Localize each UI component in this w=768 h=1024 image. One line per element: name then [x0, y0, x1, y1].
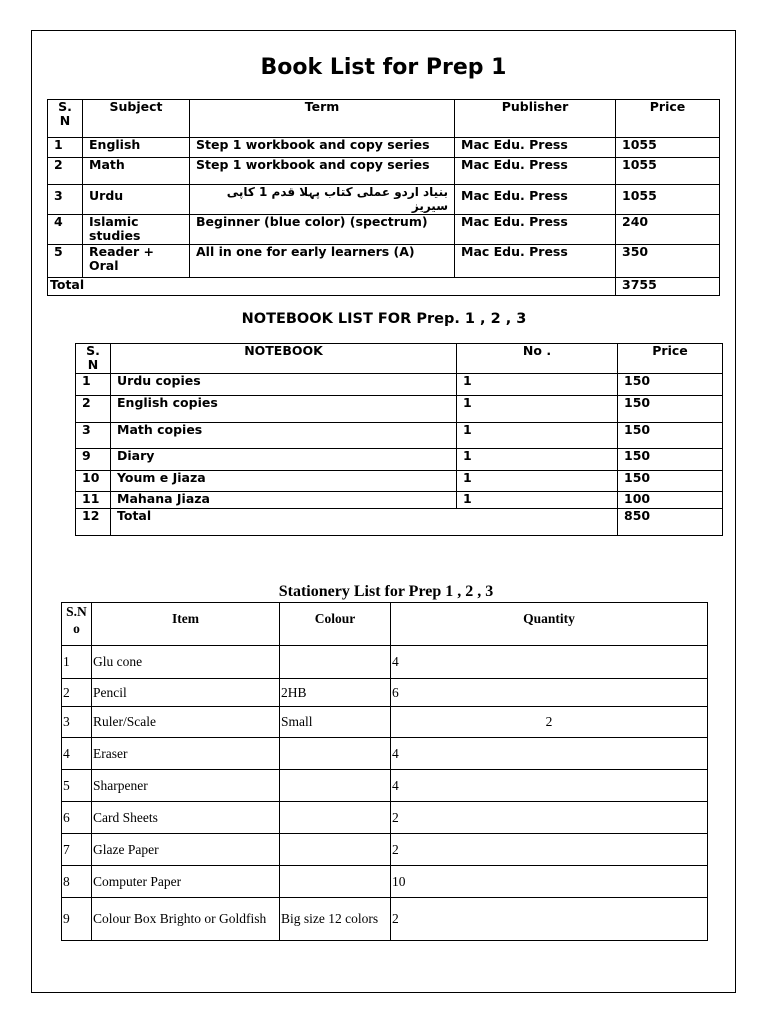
cell-sn: 1	[62, 646, 92, 679]
cell-sn: 2	[62, 679, 92, 707]
table-row	[48, 185, 720, 215]
table-row	[62, 646, 708, 679]
cell-term: بنیاد اردو عملی کتاب پہلا قدم 1 کاپی سیریز	[190, 185, 455, 215]
cell-colour	[280, 802, 391, 834]
cell-no: 1	[457, 492, 618, 509]
stationery-list-table	[61, 602, 708, 941]
cell-item: Eraser	[92, 738, 280, 770]
cell-price: 150	[618, 374, 723, 396]
cell-notebook: English copies	[111, 396, 457, 423]
cell-item: Glaze Paper	[92, 834, 280, 866]
cell-item: Sharpener	[92, 770, 280, 802]
cell-colour	[280, 866, 391, 898]
table-row	[76, 449, 723, 471]
cell-sn: 9	[76, 449, 111, 471]
cell-price: 150	[618, 471, 723, 492]
cell-quantity: 2	[391, 834, 708, 866]
notebook-header-no: No .	[457, 344, 618, 374]
cell-sn: 11	[76, 492, 111, 509]
cell-colour: Small	[280, 707, 391, 738]
stationery-header-colour: Colour	[280, 603, 391, 646]
book-header-term: Term	[190, 100, 455, 138]
notebook-header-sn: S. N	[76, 344, 111, 374]
cell-no: 1	[457, 471, 618, 492]
table-row	[76, 374, 723, 396]
table-row	[62, 898, 708, 941]
cell-publisher: Mac Edu. Press	[455, 215, 616, 245]
cell-quantity: 2	[391, 898, 708, 941]
cell-sn: 5	[62, 770, 92, 802]
cell-subject: Math	[83, 158, 190, 185]
cell-sn: 5	[48, 245, 83, 278]
cell-notebook: Urdu copies	[111, 374, 457, 396]
cell-price: 350	[616, 245, 720, 278]
cell-sn: 8	[62, 866, 92, 898]
book-header-row	[48, 100, 720, 138]
notebook-header-price: Price	[618, 344, 723, 374]
cell-colour: Big size 12 colors	[280, 898, 391, 941]
cell-sn: 9	[62, 898, 92, 941]
table-row	[48, 138, 720, 158]
cell-price: 1055	[616, 158, 720, 185]
table-row	[62, 802, 708, 834]
cell-term: Step 1 workbook and copy series	[190, 158, 455, 185]
cell-colour: 2HB	[280, 679, 391, 707]
notebook-header-row	[76, 344, 723, 374]
cell-quantity: 4	[391, 738, 708, 770]
cell-sn: 3	[48, 185, 83, 215]
cell-price: 1055	[616, 138, 720, 158]
cell-price: 150	[618, 449, 723, 471]
cell-notebook: Math copies	[111, 423, 457, 449]
table-row	[62, 834, 708, 866]
cell-no: 1	[457, 396, 618, 423]
stationery-header-row	[62, 603, 708, 646]
cell-sn: 7	[62, 834, 92, 866]
cell-publisher: Mac Edu. Press	[455, 185, 616, 215]
book-header-sn: S. N	[48, 100, 83, 138]
table-row	[76, 396, 723, 423]
cell-sn: 6	[62, 802, 92, 834]
cell-term: Beginner (blue color) (spectrum)	[190, 215, 455, 245]
book-total-row	[48, 278, 720, 296]
cell-quantity: 4	[391, 770, 708, 802]
notebook-list-title: NOTEBOOK LIST FOR Prep. 1 , 2 , 3	[241, 311, 527, 327]
table-row	[62, 866, 708, 898]
book-header-publisher: Publisher	[455, 100, 616, 138]
notebook-header-notebook: NOTEBOOK	[111, 344, 457, 374]
cell-item: Glu cone	[92, 646, 280, 679]
cell-quantity: 2	[391, 802, 708, 834]
stationery-header-quantity: Quantity	[391, 603, 708, 646]
cell-quantity: 10	[391, 866, 708, 898]
cell-item: Computer Paper	[92, 866, 280, 898]
cell-colour	[280, 738, 391, 770]
table-row	[76, 423, 723, 449]
table-row	[62, 707, 708, 738]
cell-price: 1055	[616, 185, 720, 215]
cell-item: Colour Box Brighto or Goldfish	[92, 898, 280, 941]
cell-notebook: Youm e Jiaza	[111, 471, 457, 492]
table-row	[62, 738, 708, 770]
cell-term: Step 1 workbook and copy series	[190, 138, 455, 158]
cell-sn: 1	[76, 374, 111, 396]
table-row	[48, 215, 720, 245]
cell-colour	[280, 646, 391, 679]
cell-item: Pencil	[92, 679, 280, 707]
book-header-subject: Subject	[83, 100, 190, 138]
cell-price: 150	[618, 423, 723, 449]
cell-no: 1	[457, 374, 618, 396]
cell-subject: English	[83, 138, 190, 158]
cell-no: 1	[457, 449, 618, 471]
cell-colour	[280, 834, 391, 866]
table-row	[62, 679, 708, 707]
stationery-list-title: Stationery List for Prep 1 , 2 , 3	[278, 583, 494, 600]
table-row	[48, 158, 720, 185]
notebook-total-sn: 12	[76, 509, 111, 536]
cell-price: 240	[616, 215, 720, 245]
stationery-header-sn: S.N o	[62, 603, 92, 646]
cell-publisher: Mac Edu. Press	[455, 245, 616, 278]
book-total-value: 3755	[616, 278, 720, 296]
book-header-price: Price	[616, 100, 720, 138]
cell-sn: 2	[76, 396, 111, 423]
table-row	[48, 245, 720, 278]
cell-item: Card Sheets	[92, 802, 280, 834]
cell-notebook: Mahana Jiaza	[111, 492, 457, 509]
book-list-table	[47, 99, 720, 296]
cell-sn: 4	[62, 738, 92, 770]
cell-subject: Urdu	[83, 185, 190, 215]
cell-item: Ruler/Scale	[92, 707, 280, 738]
cell-price: 100	[618, 492, 723, 509]
cell-sn: 3	[62, 707, 92, 738]
cell-price: 150	[618, 396, 723, 423]
cell-no: 1	[457, 423, 618, 449]
cell-term: All in one for early learners (A)	[190, 245, 455, 278]
book-list-title: Book List for Prep 1	[260, 55, 507, 80]
table-row	[76, 471, 723, 492]
notebook-total-row	[76, 509, 723, 536]
cell-publisher: Mac Edu. Press	[455, 158, 616, 185]
cell-subject: Reader + Oral	[83, 245, 190, 278]
notebook-total-label: Total	[111, 509, 618, 536]
cell-sn: 4	[48, 215, 83, 245]
cell-quantity: 2	[391, 707, 708, 738]
cell-colour	[280, 770, 391, 802]
table-row	[62, 770, 708, 802]
table-row	[76, 492, 723, 509]
cell-quantity: 4	[391, 646, 708, 679]
cell-subject: Islamic studies	[83, 215, 190, 245]
cell-quantity: 6	[391, 679, 708, 707]
cell-sn: 3	[76, 423, 111, 449]
book-total-label: Total	[48, 278, 616, 296]
cell-sn: 10	[76, 471, 111, 492]
cell-sn: 2	[48, 158, 83, 185]
notebook-total-value: 850	[618, 509, 723, 536]
cell-publisher: Mac Edu. Press	[455, 138, 616, 158]
cell-notebook: Diary	[111, 449, 457, 471]
notebook-list-table	[75, 343, 723, 536]
cell-sn: 1	[48, 138, 83, 158]
stationery-header-item: Item	[92, 603, 280, 646]
